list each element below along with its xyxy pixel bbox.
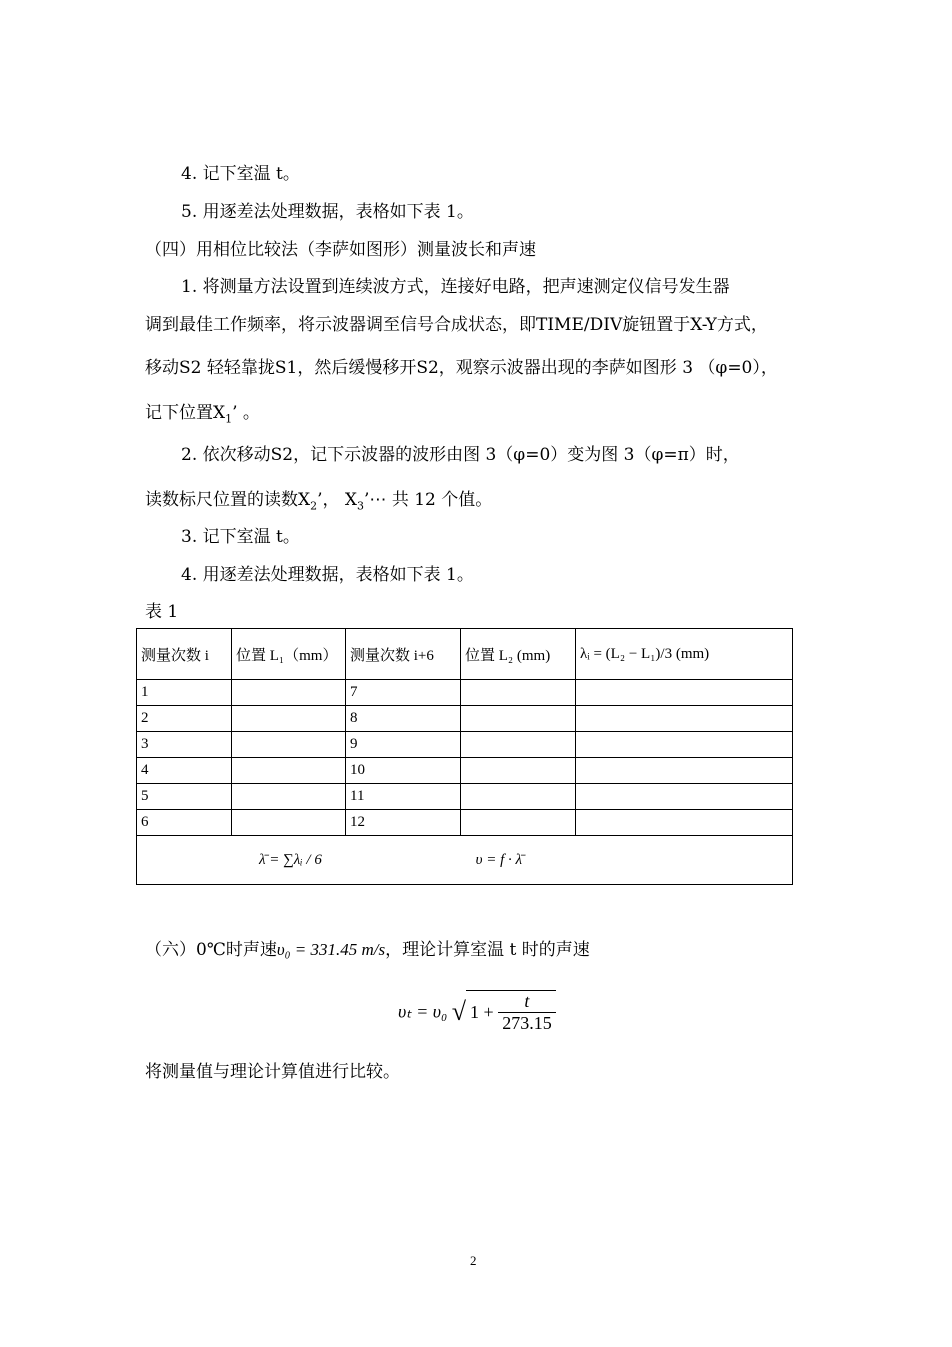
- paragraph-step5: 5. 用逐差法处理数据，表格如下表 1。: [181, 202, 474, 222]
- cell-i: 5: [137, 784, 232, 810]
- paragraph-method-1d: [145, 402, 260, 430]
- paragraph-method-1b: 调到最佳工作频率，将示波器调至信号合成状态，即TIME/DIV旋钮置于X-Y方式，: [145, 315, 768, 335]
- subscript: 1: [225, 412, 233, 426]
- section-heading-4: （四）用相位比较法（李萨如图形）测量波长和声速: [145, 240, 536, 260]
- cell-l1: [232, 732, 346, 758]
- table-row: [137, 706, 793, 732]
- cell-l1: [232, 784, 346, 810]
- text: 记下位置X: [145, 403, 226, 423]
- cell-l2: [461, 810, 576, 836]
- paragraph-step4: 4. 记下室温 t。: [181, 164, 300, 184]
- cell-i6: 9: [346, 732, 461, 758]
- paragraph-step4b: 4. 用逐差法处理数据，表格如下表 1。: [181, 565, 474, 585]
- cell-i: 6: [137, 810, 232, 836]
- table-caption: 表 1: [145, 602, 179, 622]
- cell-l2: [461, 758, 576, 784]
- cell-i6: 11: [346, 784, 461, 810]
- cell-l1: [232, 680, 346, 706]
- formula-inside: 1 +: [470, 1002, 494, 1022]
- cell-l2: [461, 784, 576, 810]
- table-row: [137, 784, 793, 810]
- text: 读数标尺位置的读数X: [145, 490, 311, 510]
- page-number: 2: [470, 1253, 477, 1268]
- table-row: [137, 680, 793, 706]
- fraction-numerator: t: [498, 991, 556, 1013]
- cell-l2: [461, 706, 576, 732]
- mean-lambda-formula: λ̄ = ∑λᵢ / 6: [259, 851, 322, 868]
- cell-i: 2: [137, 706, 232, 732]
- text: ’ 。: [232, 403, 260, 423]
- cell-lambda: [576, 706, 793, 732]
- text: ’⋯ 共 12 个值。: [364, 490, 493, 510]
- sqrt-body: [466, 990, 556, 1034]
- cell-i6: 7: [346, 680, 461, 706]
- header-count-i: 测量次数 i: [137, 629, 232, 680]
- header-lambda: λᵢ = (L₂ − L₁)/3 (mm): [576, 629, 793, 680]
- section-heading-6: [145, 939, 590, 961]
- paragraph-method-2a: 2. 依次移动S2，记下示波器的波形由图 3（φ=0）变为图 3（φ=π）时，: [181, 445, 740, 465]
- text: （六）0℃时声速: [145, 940, 277, 960]
- cell-i: 4: [137, 758, 232, 784]
- cell-i6: 12: [346, 810, 461, 836]
- paragraph-step3: 3. 记下室温 t。: [181, 527, 300, 547]
- cell-i6: 8: [346, 706, 461, 732]
- cell-l1: [232, 758, 346, 784]
- fraction-denominator: 273.15: [502, 1013, 552, 1033]
- cell-l1: [232, 706, 346, 732]
- subscript: 3: [357, 499, 365, 513]
- fraction: [498, 991, 556, 1034]
- paragraph-method-1c: 移动S2 轻轻靠拢S1，然后缓慢移开S2，观察示波器出现的李萨如图形 3 （φ=0），: [145, 358, 778, 378]
- sqrt-icon: √: [451, 997, 467, 1026]
- cell-l1: [232, 810, 346, 836]
- data-table: [136, 628, 793, 885]
- cell-lambda: [576, 732, 793, 758]
- paragraph-method-1a: 1. 将测量方法设置到连续波方式，连接好电路，把声速测定仪信号发生器: [181, 277, 730, 297]
- text: ’， X: [317, 490, 358, 510]
- cell-l2: [461, 680, 576, 706]
- header-position-l2: 位置 L₂ (mm): [461, 629, 576, 680]
- table-header-row: [137, 629, 793, 680]
- subscript: 2: [310, 499, 318, 513]
- table-summary-row: [137, 836, 793, 885]
- table-row: [137, 732, 793, 758]
- text: ，理论计算室温 t 时的声速: [385, 940, 590, 960]
- cell-lambda: [576, 810, 793, 836]
- table-row: [137, 810, 793, 836]
- velocity-formula: υ = f · λ̄: [475, 851, 523, 868]
- formula-lhs: υₜ = υ₀: [398, 1001, 448, 1022]
- header-position-l1: 位置 L₁（mm）: [232, 629, 346, 680]
- table-row: [137, 758, 793, 784]
- cell-lambda: [576, 758, 793, 784]
- summary-cell: [137, 836, 793, 885]
- cell-i6: 10: [346, 758, 461, 784]
- cell-i: 3: [137, 732, 232, 758]
- cell-lambda: [576, 784, 793, 810]
- paragraph-method-2b: [145, 489, 492, 517]
- v0-formula: υ₀ = 331.45 m/s: [276, 940, 386, 959]
- header-count-i6: 测量次数 i+6: [346, 629, 461, 680]
- theoretical-velocity-formula: [398, 990, 556, 1034]
- cell-i: 1: [137, 680, 232, 706]
- cell-lambda: [576, 680, 793, 706]
- cell-l2: [461, 732, 576, 758]
- conclusion: 将测量值与理论计算值进行比较。: [145, 1062, 400, 1082]
